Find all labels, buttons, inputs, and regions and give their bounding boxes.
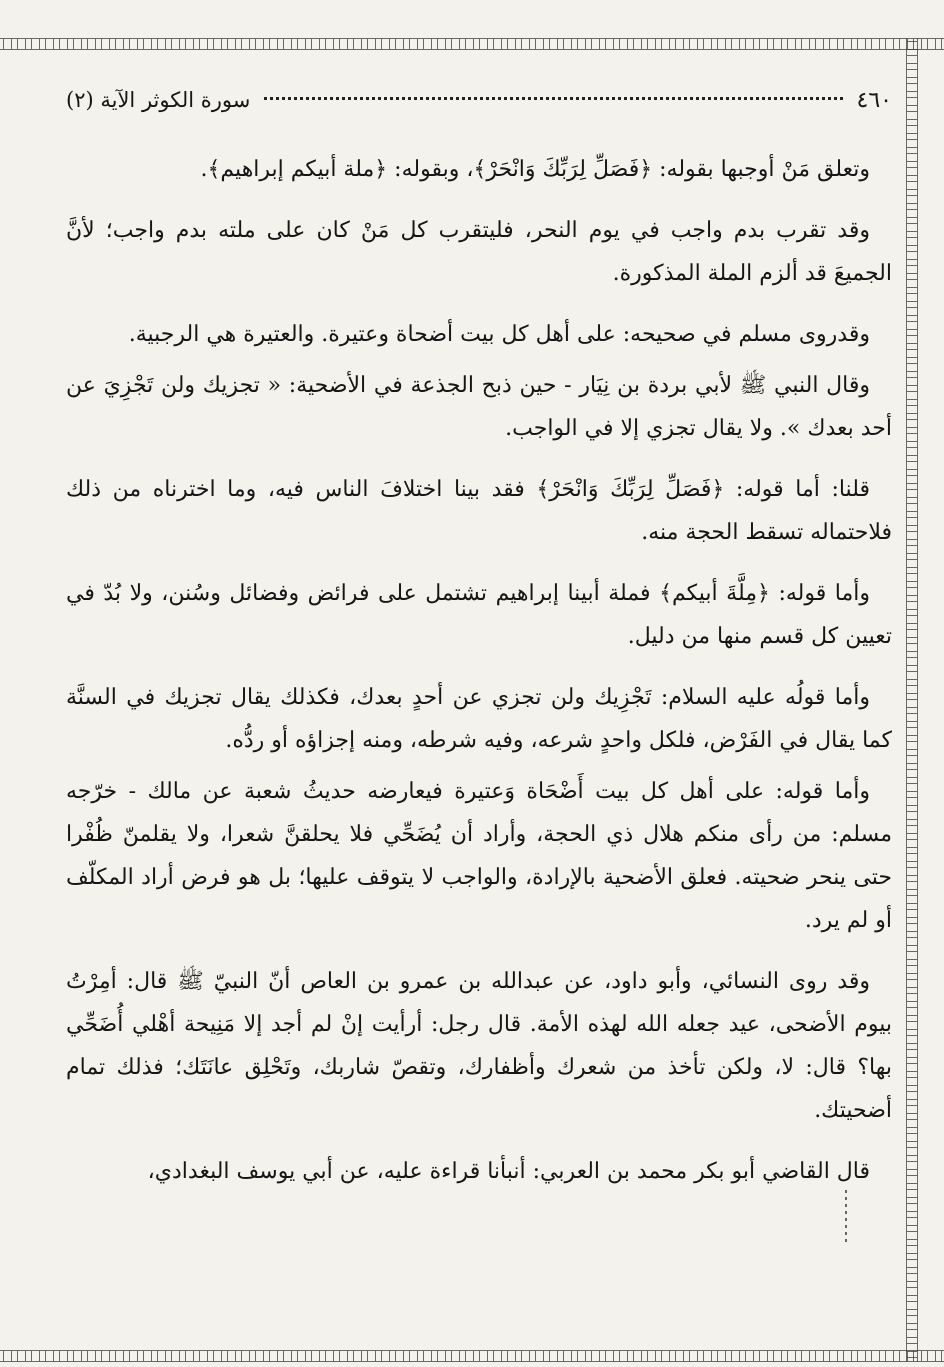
paragraph-1: وتعلق مَنْ أوجبها بقوله: ﴿فَصَلِّ لِرَبِّكَ وَانْحَرْ﴾، وبقوله: ﴿ملة أبيكم إبراهيم﴾.	[200, 157, 870, 182]
top-border-ornament	[0, 38, 944, 50]
right-border-ornament	[906, 38, 918, 1362]
header-leader-dots	[264, 95, 842, 100]
paragraph-5: قلنا: أما قوله: ﴿فَصَلِّ لِرَبِّكَ وَانْحَرْ﴾ فقد بينا اختلافَ الناس فيه، وما اخترناه من ذلك فلاحتماله تسقط الحجة منه.	[66, 477, 892, 545]
paragraph-2: وقد تقرب بدم واجب في يوم النحر، فليتقرب كل مَنْ كان على ملته بدم واجب؛ لأنَّ الجميعَ قد ألزم الملة المذكورة.	[66, 218, 892, 286]
paragraph-6: وأما قوله: ﴿مِلَّةَ أبيكم﴾ فملة أبينا إبراهيم تشتمل على فرائض وفضائل وسُنن، ولا بُدّ في تعيين كل قسم منها من دليل.	[66, 581, 892, 649]
paragraph-8: وأما قوله: على أهل كل بيت أَضْحَاة وَعتيرة فيعارضه حديثُ شعبة عن مالك - خرّجه مسلم: من رأى منكم هلال ذي الحجة، وأراد أن يُضَحِّي فلا يحلقنَّ شعرا، ولا يقلمنّ ظُفْرا حتى ينحر ضحيته. فعلق الأضحية بالإرادة، والواجب لا يتوقف عليها؛ بل هو فرض أراد المكلّف أو لم يرد.	[66, 779, 892, 933]
paragraph-4: وقال النبي ﷺ لأبي بردة بن نِيَار - حين ذبح الجذعة في الأضحية: « تجزيك ولن تَجْزِيَ عن أحد بعدك ». ولا يقال تجزي إلا في الواجب.	[66, 373, 892, 441]
bottom-border-ornament	[0, 1350, 944, 1362]
paragraph-7: وأما قولُه عليه السلام: تَجْزِيك ولن تجزي عن أحدٍ بعدك، فكذلك يقال تجزيك في السنَّة كما يقال في الفَرْض، فلكل واحدٍ شرعه، وفيه شرطه، ومنه إجزاؤه أو ردُّه.	[66, 685, 892, 753]
running-title: سورة الكوثر الآية (٢)	[66, 88, 251, 112]
paragraph-3: وقدروى مسلم في صحيحه: على أهل كل بيت أضحاة وعتيرة. والعتيرة هي الرجبية.	[128, 322, 870, 347]
running-header	[66, 80, 892, 120]
page-body	[66, 148, 892, 1193]
paragraph-10: قال القاضي أبو بكر محمد بن العربي: أنبأنا قراءة عليه، عن أبي يوسف البغدادي،	[147, 1159, 870, 1184]
paragraph-9: وقد روى النسائي، وأبو داود، عن عبدالله بن عمرو بن العاص أنّ النبيّ ﷺ قال: أمِرْتُ بيوم الأضحى، عيد جعله الله لهذه الأمة. قال رجل: أرأيت إنْ لم أجد إلا مَنِيحة أهْلي أُضَحِّي بها؟ قال: لا، ولكن تأخذ من شعرك وأظفارك، وتقصّ شاربك، وتَحْلِق عانَتَك؛ فذلك تمام أضحيتك.	[66, 969, 892, 1123]
page-number: ٤٦٠	[856, 88, 892, 113]
book-page	[66, 80, 892, 1330]
